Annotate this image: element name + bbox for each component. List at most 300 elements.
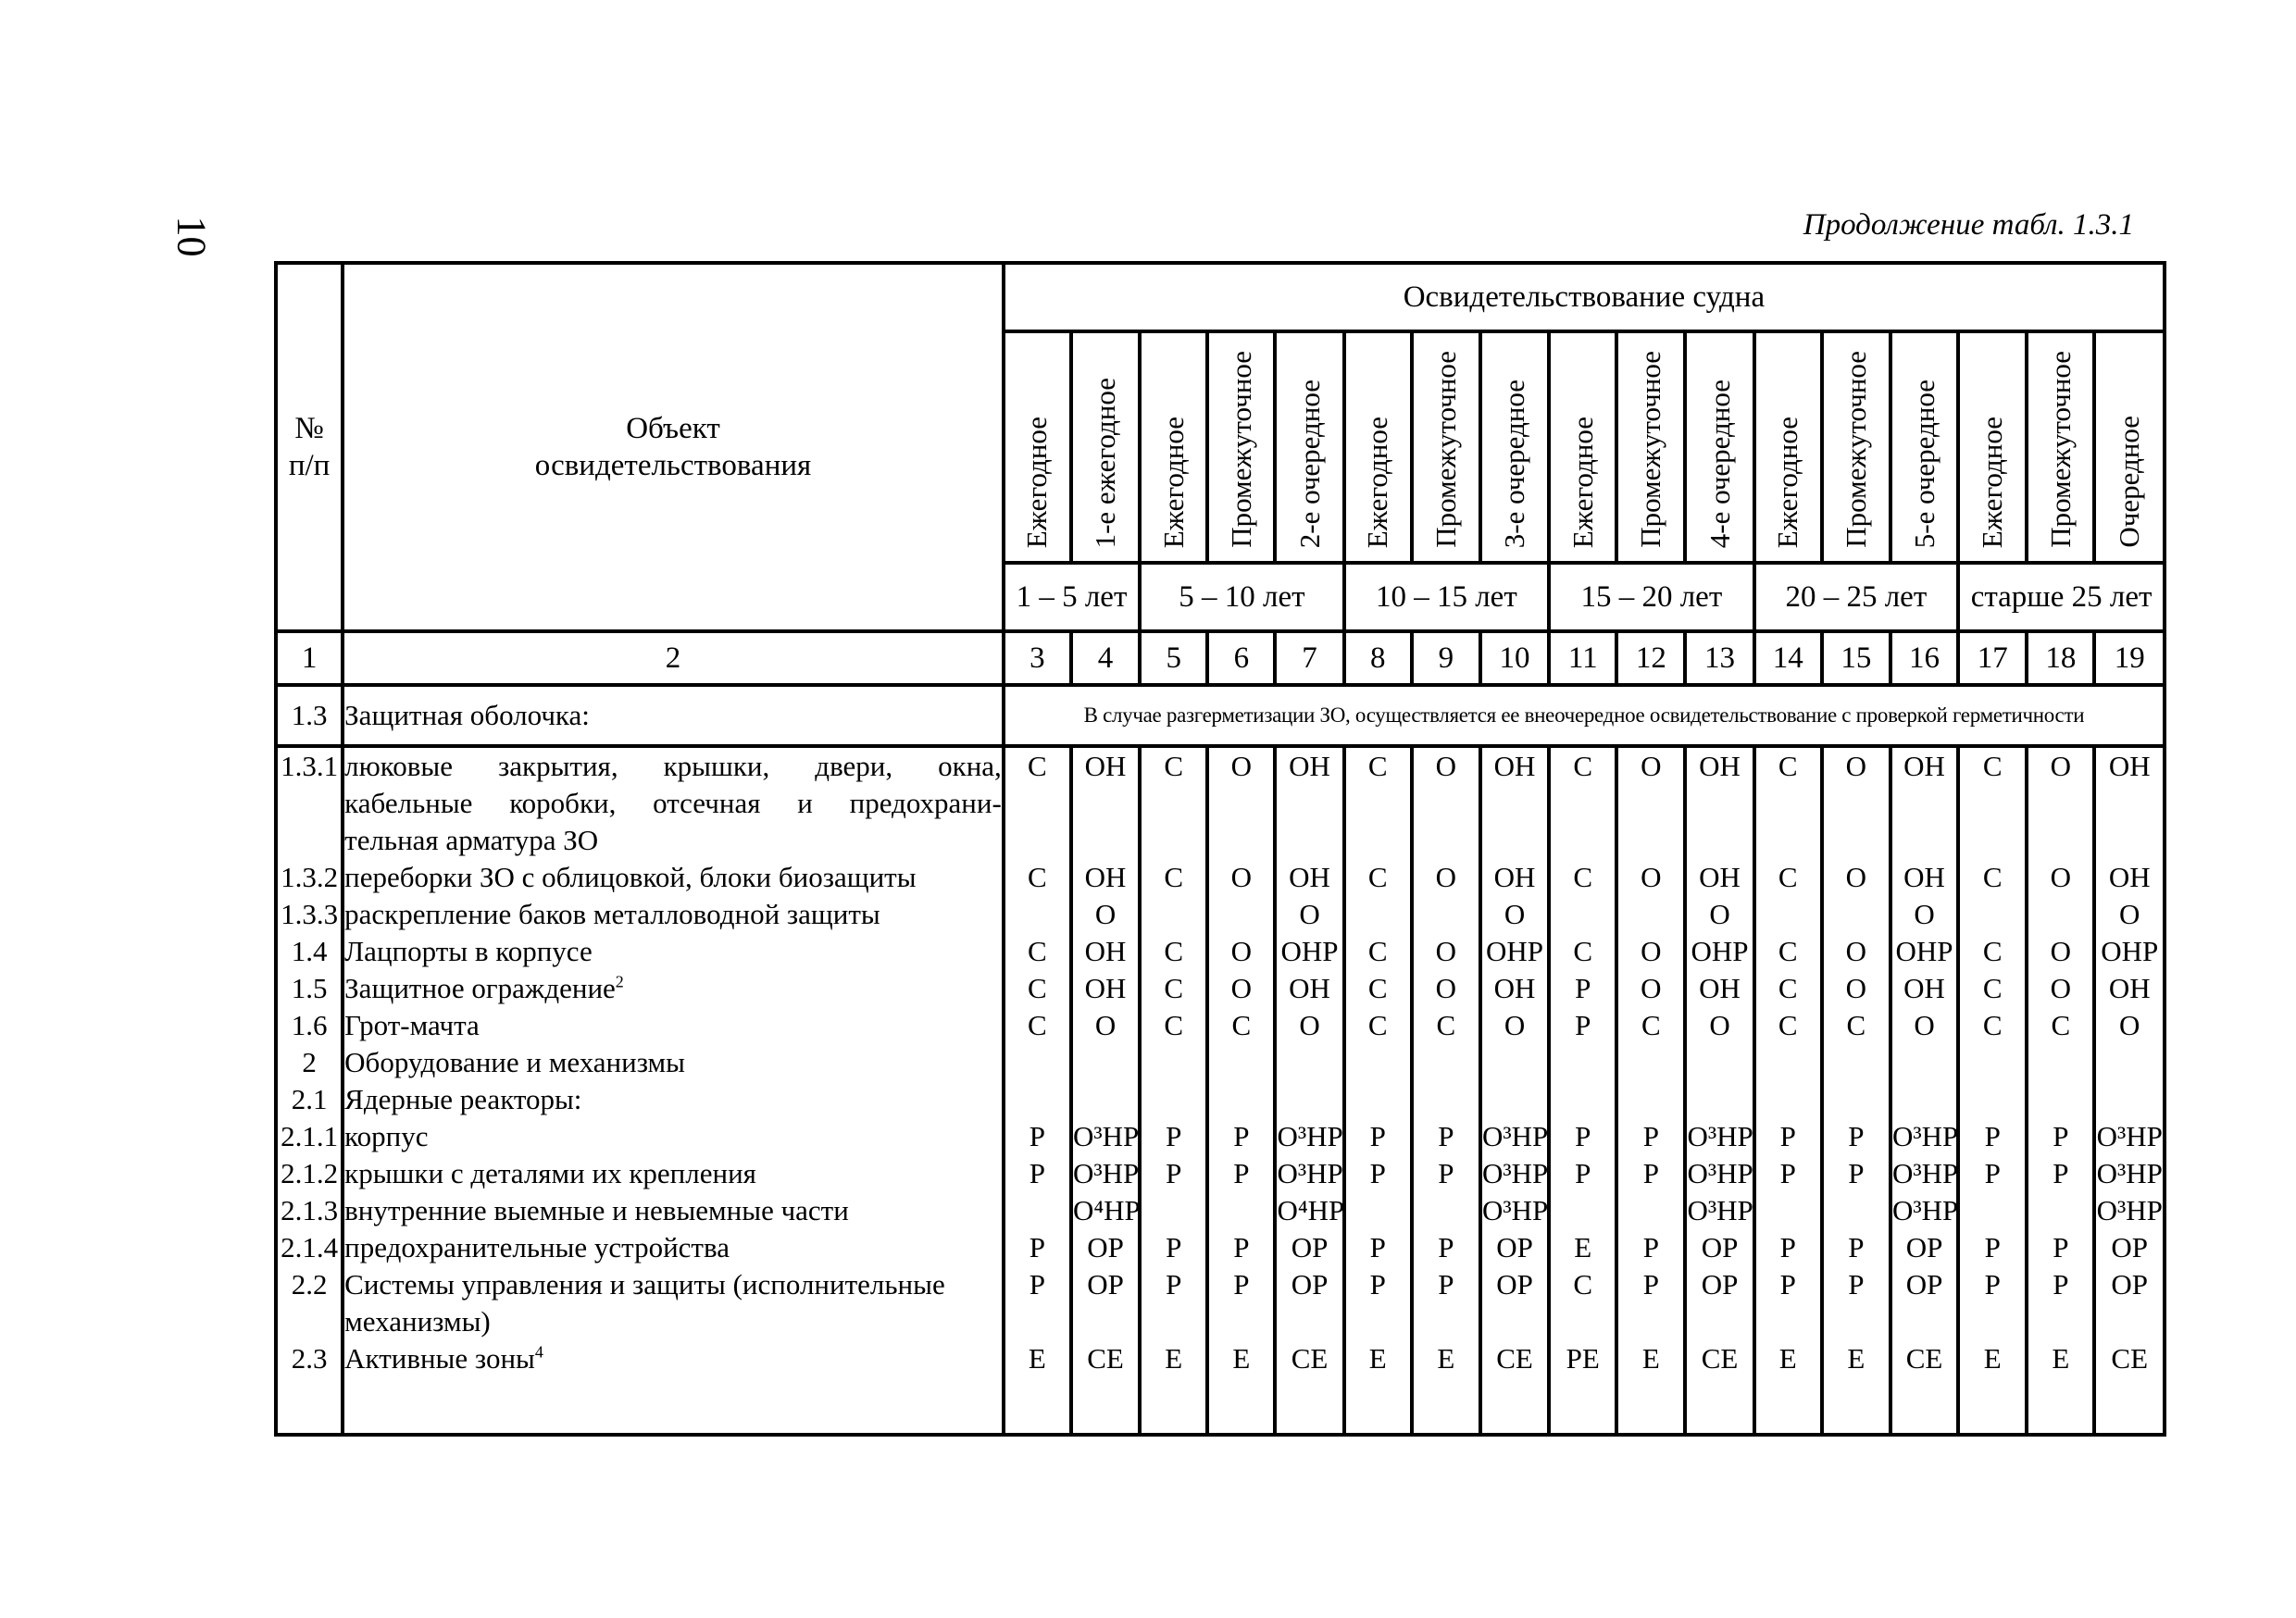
row-value bbox=[1275, 1340, 1343, 1435]
survey-type-header bbox=[1275, 331, 1343, 563]
row-object-name bbox=[343, 1081, 1004, 1118]
row-value bbox=[1275, 1192, 1343, 1229]
row-value bbox=[2027, 1044, 2094, 1081]
value-text: Р bbox=[1642, 1157, 1659, 1189]
value-text: О³НР bbox=[1687, 1157, 1753, 1189]
row-value bbox=[1822, 970, 1890, 1007]
row-value bbox=[1275, 859, 1343, 896]
table-row bbox=[276, 859, 2165, 896]
row-value bbox=[1140, 1007, 1207, 1044]
value-text: О bbox=[1641, 972, 1662, 1004]
value-text: Е bbox=[1778, 1342, 1797, 1375]
row-value bbox=[1344, 859, 1412, 896]
value-text: ОН bbox=[1084, 750, 1127, 782]
value-text: О bbox=[1709, 1009, 1730, 1041]
value-text: Р bbox=[1984, 1268, 2001, 1301]
row-value bbox=[1480, 746, 1549, 859]
column-number: 10 bbox=[1480, 631, 1549, 685]
value-text: О bbox=[1504, 898, 1526, 930]
row-value bbox=[1822, 1229, 1890, 1266]
value-text bbox=[1551, 1192, 1615, 1229]
row-value bbox=[1207, 1044, 1275, 1081]
row-value bbox=[1004, 1155, 1071, 1192]
value-text: ОР bbox=[1087, 1268, 1124, 1301]
row-value bbox=[1754, 1340, 1822, 1435]
row-value bbox=[1685, 1340, 1753, 1435]
row-object-name bbox=[343, 1118, 1004, 1155]
value-text bbox=[1960, 896, 2025, 933]
column-number: 8 bbox=[1344, 631, 1412, 685]
row-value bbox=[1958, 1044, 2027, 1081]
row-value bbox=[2094, 970, 2165, 1007]
row-value bbox=[1140, 1118, 1207, 1155]
value-text: О bbox=[2050, 935, 2072, 967]
column-number: 9 bbox=[1412, 631, 1480, 685]
age-group-header: 15 – 20 лет bbox=[1549, 563, 1754, 631]
column-number: 17 bbox=[1958, 631, 2027, 685]
object-header-line1: Объект bbox=[626, 412, 720, 445]
row-value bbox=[1071, 1229, 1140, 1266]
value-text bbox=[2028, 1192, 2092, 1229]
row-value bbox=[1071, 1266, 1140, 1340]
value-text: С bbox=[1573, 935, 1593, 967]
row-value bbox=[1958, 933, 2027, 970]
row-value bbox=[1754, 1007, 1822, 1044]
value-text: Р bbox=[1848, 1268, 1865, 1301]
value-text: Р bbox=[2053, 1268, 2069, 1301]
value-text bbox=[1551, 896, 1615, 933]
value-text: СЕ bbox=[1291, 1342, 1329, 1375]
object-name-line: корпус bbox=[344, 1120, 429, 1152]
row-value bbox=[1958, 1081, 2027, 1118]
value-text bbox=[1756, 896, 1820, 933]
table-row bbox=[276, 1081, 2165, 1118]
row-index: 2.1.2 bbox=[276, 1155, 343, 1192]
value-text: ОР bbox=[1701, 1268, 1739, 1301]
footnote-mark: 4 bbox=[534, 1342, 543, 1362]
row-value bbox=[1754, 746, 1822, 859]
row-object-name bbox=[343, 970, 1004, 1007]
value-text: Р bbox=[1575, 1157, 1591, 1189]
value-text bbox=[1960, 1192, 2025, 1229]
row-index: 2.3 bbox=[276, 1340, 343, 1435]
value-text: О⁴НР bbox=[1277, 1194, 1345, 1226]
row-value bbox=[1549, 933, 1616, 970]
table-row bbox=[276, 746, 2165, 859]
row-index: 2.1.3 bbox=[276, 1192, 343, 1229]
column-number: 11 bbox=[1549, 631, 1616, 685]
value-text bbox=[1209, 896, 1273, 933]
value-text bbox=[1142, 1192, 1205, 1229]
row-object-name bbox=[343, 1229, 1004, 1266]
object-name-line: люковые закрытия, крышки, двери, окна, bbox=[344, 750, 1002, 782]
row-value bbox=[1822, 1340, 1890, 1435]
value-text: О³НР bbox=[1891, 1157, 1959, 1189]
row-value bbox=[1754, 970, 1822, 1007]
survey-type-header bbox=[1754, 331, 1822, 563]
object-name-line: Лацпорты в корпусе bbox=[344, 935, 593, 967]
survey-type-label: Промежуточное bbox=[1429, 351, 1462, 548]
row-value bbox=[1480, 896, 1549, 933]
row-value bbox=[1616, 1081, 1685, 1118]
row-value bbox=[2094, 1266, 2165, 1340]
row-value bbox=[2027, 859, 2094, 896]
value-text bbox=[1005, 896, 1069, 933]
value-text: СЕ bbox=[1701, 1342, 1739, 1375]
column-number: 6 bbox=[1207, 631, 1275, 685]
row-index: 2.1.4 bbox=[276, 1229, 343, 1266]
column-number: 5 bbox=[1140, 631, 1207, 685]
row-object-name bbox=[343, 1044, 1004, 1081]
row-value bbox=[1344, 1155, 1412, 1192]
row-value bbox=[1958, 1229, 2027, 1266]
value-text: СЕ bbox=[1905, 1342, 1943, 1375]
row-value bbox=[1071, 896, 1140, 933]
object-name-line-with-footnote bbox=[344, 1340, 1002, 1377]
row-value bbox=[2027, 933, 2094, 970]
row-value bbox=[1958, 1340, 2027, 1435]
table-row bbox=[276, 1192, 2165, 1229]
survey-type-label: Промежуточное bbox=[1634, 351, 1667, 548]
column-number: 4 bbox=[1071, 631, 1140, 685]
row-value bbox=[1958, 859, 2027, 896]
age-group-header: старше 25 лет bbox=[1958, 563, 2165, 631]
row-value bbox=[1071, 933, 1140, 970]
value-text: О bbox=[2119, 1009, 2140, 1041]
row-value bbox=[2094, 1044, 2165, 1081]
row-value bbox=[1207, 896, 1275, 933]
value-text bbox=[1824, 896, 1889, 933]
value-text: Р bbox=[1575, 1009, 1591, 1041]
row-value bbox=[2027, 746, 2094, 859]
object-name-line-with-footnote bbox=[344, 970, 1002, 1007]
survey-type-label: 1-е ежегодное bbox=[1089, 377, 1122, 548]
row-value bbox=[1004, 896, 1071, 933]
row-value bbox=[1140, 746, 1207, 859]
value-text: С bbox=[1573, 750, 1593, 782]
value-text: ОНР bbox=[1895, 935, 1953, 967]
value-text: О bbox=[1641, 750, 1662, 782]
value-text: ОН bbox=[1699, 750, 1741, 782]
value-text: С bbox=[1573, 861, 1593, 893]
value-text: Е bbox=[1641, 1342, 1660, 1375]
row-value bbox=[1412, 1007, 1480, 1044]
value-text: Р bbox=[1029, 1157, 1046, 1189]
value-text: О³НР bbox=[2096, 1120, 2163, 1152]
value-text: О³НР bbox=[1277, 1120, 1343, 1152]
table-row bbox=[276, 1266, 2165, 1340]
row-value bbox=[1344, 1266, 1412, 1340]
row-value bbox=[1890, 1155, 1958, 1192]
row-value bbox=[1549, 1192, 1616, 1229]
value-text: О bbox=[1845, 935, 1867, 967]
value-text: О bbox=[1435, 935, 1457, 967]
value-text: О⁴НР bbox=[1072, 1194, 1141, 1226]
value-text: ОН bbox=[1084, 935, 1127, 967]
column-number: 14 bbox=[1754, 631, 1822, 685]
column-number-row bbox=[276, 631, 2165, 685]
row-value bbox=[1207, 1007, 1275, 1044]
row-value bbox=[1890, 1081, 1958, 1118]
row-value bbox=[1480, 1266, 1549, 1340]
value-text: Р bbox=[1166, 1120, 1182, 1152]
row-value bbox=[1822, 1044, 1890, 1081]
row-value bbox=[1616, 970, 1685, 1007]
value-text: С bbox=[1573, 1268, 1593, 1301]
row-value bbox=[1822, 1007, 1890, 1044]
row-value bbox=[1344, 1081, 1412, 1118]
survey-type-label: 2-е очередное bbox=[1292, 379, 1326, 548]
value-text: С bbox=[1778, 935, 1798, 967]
value-text: С bbox=[1028, 861, 1047, 893]
row-value bbox=[1412, 933, 1480, 970]
value-text: С bbox=[2051, 1009, 2071, 1041]
value-text: Р bbox=[1984, 1120, 2001, 1152]
row-value bbox=[1616, 1266, 1685, 1340]
row-index: 1.3.1 bbox=[276, 746, 343, 859]
row-value bbox=[1890, 1340, 1958, 1435]
value-text: Р bbox=[1779, 1157, 1796, 1189]
value-text: О³НР bbox=[2096, 1194, 2163, 1226]
value-text: Р bbox=[1029, 1268, 1046, 1301]
value-text bbox=[1346, 896, 1410, 933]
row-value bbox=[1004, 970, 1071, 1007]
row-value bbox=[1275, 970, 1343, 1007]
row-value bbox=[1549, 896, 1616, 933]
row-value bbox=[1275, 896, 1343, 933]
row-value bbox=[1616, 1192, 1685, 1229]
value-text: ОН bbox=[1289, 861, 1330, 893]
value-text: О bbox=[1435, 861, 1457, 893]
row-index: 1.4 bbox=[276, 933, 343, 970]
value-text: С bbox=[1982, 750, 2003, 782]
value-text: О bbox=[1299, 1009, 1320, 1041]
row-value bbox=[1616, 1340, 1685, 1435]
value-text: О bbox=[1435, 972, 1457, 1004]
row-value bbox=[1480, 1081, 1549, 1118]
value-text: Р bbox=[1233, 1268, 1250, 1301]
row-object-name bbox=[343, 859, 1004, 896]
row-value bbox=[1412, 746, 1480, 859]
value-text: О³НР bbox=[2096, 1157, 2163, 1189]
table-row bbox=[276, 970, 2165, 1007]
object-header-line2: освидетельствования bbox=[534, 449, 812, 482]
survey-type-header bbox=[1890, 331, 1958, 563]
value-text: ОН bbox=[1289, 750, 1330, 782]
row-value bbox=[1344, 746, 1412, 859]
value-text bbox=[2028, 896, 2092, 933]
row-value bbox=[1344, 1229, 1412, 1266]
column-number: 16 bbox=[1890, 631, 1958, 685]
value-text: Е bbox=[1028, 1342, 1046, 1375]
row-value bbox=[1890, 1044, 1958, 1081]
row-value bbox=[1140, 1266, 1207, 1340]
row-value bbox=[1958, 1192, 2027, 1229]
value-text: Р bbox=[1848, 1157, 1865, 1189]
object-name-line: механизмы) bbox=[344, 1305, 491, 1338]
row-value bbox=[1616, 933, 1685, 970]
row-value bbox=[1958, 1155, 2027, 1192]
row-value bbox=[2027, 1192, 2094, 1229]
row-object-name bbox=[343, 746, 1004, 859]
value-text: Е bbox=[1847, 1342, 1866, 1375]
value-text: С bbox=[1164, 1009, 1184, 1041]
object-name-line: Ядерные реакторы: bbox=[344, 1083, 582, 1115]
value-text: ОР bbox=[2111, 1268, 2149, 1301]
row-value bbox=[2094, 859, 2165, 896]
row-value bbox=[2027, 970, 2094, 1007]
row-object-name bbox=[343, 1007, 1004, 1044]
row-value bbox=[1480, 1340, 1549, 1435]
num-header-line1: № bbox=[294, 412, 324, 445]
value-text: О³НР bbox=[1481, 1194, 1549, 1226]
row-value bbox=[1685, 933, 1753, 970]
age-group-header: 20 – 25 лет bbox=[1754, 563, 1958, 631]
value-text: С bbox=[1982, 1009, 2003, 1041]
table-row bbox=[276, 933, 2165, 970]
table-row bbox=[276, 1118, 2165, 1155]
row-value bbox=[1822, 933, 1890, 970]
row-index: 1.6 bbox=[276, 1007, 343, 1044]
row-value bbox=[1685, 746, 1753, 859]
value-text: ОР bbox=[1701, 1231, 1739, 1263]
survey-type-header bbox=[1958, 331, 2027, 563]
value-text: ОН bbox=[1903, 861, 1945, 893]
row-value bbox=[1549, 970, 1616, 1007]
row-value bbox=[1754, 933, 1822, 970]
row-value bbox=[1275, 1155, 1343, 1192]
row-value bbox=[2027, 1266, 2094, 1340]
row-value bbox=[1754, 1229, 1822, 1266]
row-value bbox=[1685, 1266, 1753, 1340]
row-value bbox=[1004, 1118, 1071, 1155]
row-value bbox=[1207, 970, 1275, 1007]
value-text: Р bbox=[1642, 1268, 1659, 1301]
value-text: О³НР bbox=[1687, 1194, 1753, 1226]
value-text: Р bbox=[1369, 1268, 1386, 1301]
row-value bbox=[1140, 1044, 1207, 1081]
row-value bbox=[1890, 896, 1958, 933]
value-text: С bbox=[1164, 935, 1184, 967]
value-text: ОН bbox=[1493, 861, 1536, 893]
row-value bbox=[1207, 1340, 1275, 1435]
row-value bbox=[1480, 1118, 1549, 1155]
value-text: Е bbox=[1437, 1342, 1455, 1375]
value-text: О bbox=[1845, 861, 1867, 893]
value-text: Р bbox=[1438, 1268, 1454, 1301]
column-number: 7 bbox=[1275, 631, 1343, 685]
value-text: С bbox=[1641, 1009, 1661, 1041]
value-text: ОН bbox=[2108, 750, 2151, 782]
row-value bbox=[1822, 896, 1890, 933]
value-text: ОН bbox=[1084, 861, 1127, 893]
value-text: ОР bbox=[1905, 1268, 1943, 1301]
row-value bbox=[2094, 1192, 2165, 1229]
value-text: ОР bbox=[1496, 1268, 1533, 1301]
row-value bbox=[1958, 896, 2027, 933]
value-text: ОН bbox=[1289, 972, 1330, 1004]
survey-type-label: Промежуточное bbox=[2043, 351, 2077, 548]
value-text: Е bbox=[1232, 1342, 1251, 1375]
value-text bbox=[1142, 896, 1205, 933]
column-number: 18 bbox=[2027, 631, 2094, 685]
object-name-line: переборки ЗО с облицовкой, блоки биозащиты bbox=[344, 861, 917, 893]
row-value bbox=[1549, 1229, 1616, 1266]
survey-table bbox=[274, 261, 2166, 1437]
value-text: О³НР bbox=[1481, 1157, 1549, 1189]
row-object-name bbox=[343, 1266, 1004, 1340]
row-value bbox=[1958, 970, 2027, 1007]
value-text: С bbox=[1778, 972, 1798, 1004]
value-text: О³НР bbox=[1687, 1120, 1753, 1152]
row-value bbox=[2027, 896, 2094, 933]
row-value bbox=[1480, 970, 1549, 1007]
value-text: ОР bbox=[1905, 1231, 1943, 1263]
age-group-header: 1 – 5 лет bbox=[1004, 563, 1140, 631]
value-text: Е bbox=[1165, 1342, 1183, 1375]
row-value bbox=[1004, 859, 1071, 896]
value-text: О bbox=[1094, 898, 1117, 930]
value-text: Р bbox=[1984, 1157, 2001, 1189]
row-value bbox=[1549, 1081, 1616, 1118]
row-value bbox=[1549, 1007, 1616, 1044]
survey-type-header bbox=[1685, 331, 1753, 563]
column-number: 13 bbox=[1685, 631, 1753, 685]
value-text: ОН bbox=[1493, 750, 1536, 782]
value-text: Р bbox=[1438, 1120, 1454, 1152]
object-header bbox=[343, 263, 1004, 631]
row-value bbox=[1480, 1044, 1549, 1081]
value-text: ОН bbox=[1084, 972, 1127, 1004]
row-value bbox=[1140, 859, 1207, 896]
row-value bbox=[1275, 1081, 1343, 1118]
value-text: Е bbox=[1368, 1342, 1387, 1375]
column-number: 19 bbox=[2094, 631, 2165, 685]
continuation-label: Продолжение табл. 1.3.1 bbox=[1803, 208, 2134, 242]
row-value bbox=[1890, 1229, 1958, 1266]
value-text: Р bbox=[1369, 1120, 1386, 1152]
value-text: О³НР bbox=[1277, 1157, 1343, 1189]
table-body bbox=[276, 685, 2165, 1435]
row-value bbox=[1207, 1266, 1275, 1340]
row-value bbox=[1344, 1007, 1412, 1044]
row-value bbox=[1071, 1118, 1140, 1155]
value-text: Р bbox=[2053, 1120, 2069, 1152]
value-text: ОН bbox=[2108, 861, 2151, 893]
row-value bbox=[1344, 1118, 1412, 1155]
value-text: С bbox=[1028, 1009, 1047, 1041]
survey-type-label: Промежуточное bbox=[1839, 351, 1872, 548]
value-text: Р bbox=[1029, 1231, 1046, 1263]
value-text: Р bbox=[1166, 1231, 1182, 1263]
object-name-line: Оборудование и механизмы bbox=[344, 1046, 685, 1078]
row-value bbox=[1958, 1007, 2027, 1044]
value-text: ОНР bbox=[1691, 935, 1749, 967]
survey-type-header bbox=[1004, 331, 1071, 563]
value-text: О bbox=[1230, 750, 1253, 782]
survey-type-header bbox=[1071, 331, 1140, 563]
row-value bbox=[1890, 933, 1958, 970]
value-text: О³НР bbox=[1481, 1120, 1549, 1152]
row-index: 1.3.2 bbox=[276, 859, 343, 896]
row-value bbox=[2027, 1229, 2094, 1266]
survey-type-header bbox=[1480, 331, 1549, 563]
row-value bbox=[1890, 746, 1958, 859]
row-value bbox=[1004, 1007, 1071, 1044]
value-text: С bbox=[1778, 861, 1798, 893]
survey-header: Освидетельствование судна bbox=[1004, 263, 2165, 331]
row-value bbox=[1071, 1155, 1140, 1192]
